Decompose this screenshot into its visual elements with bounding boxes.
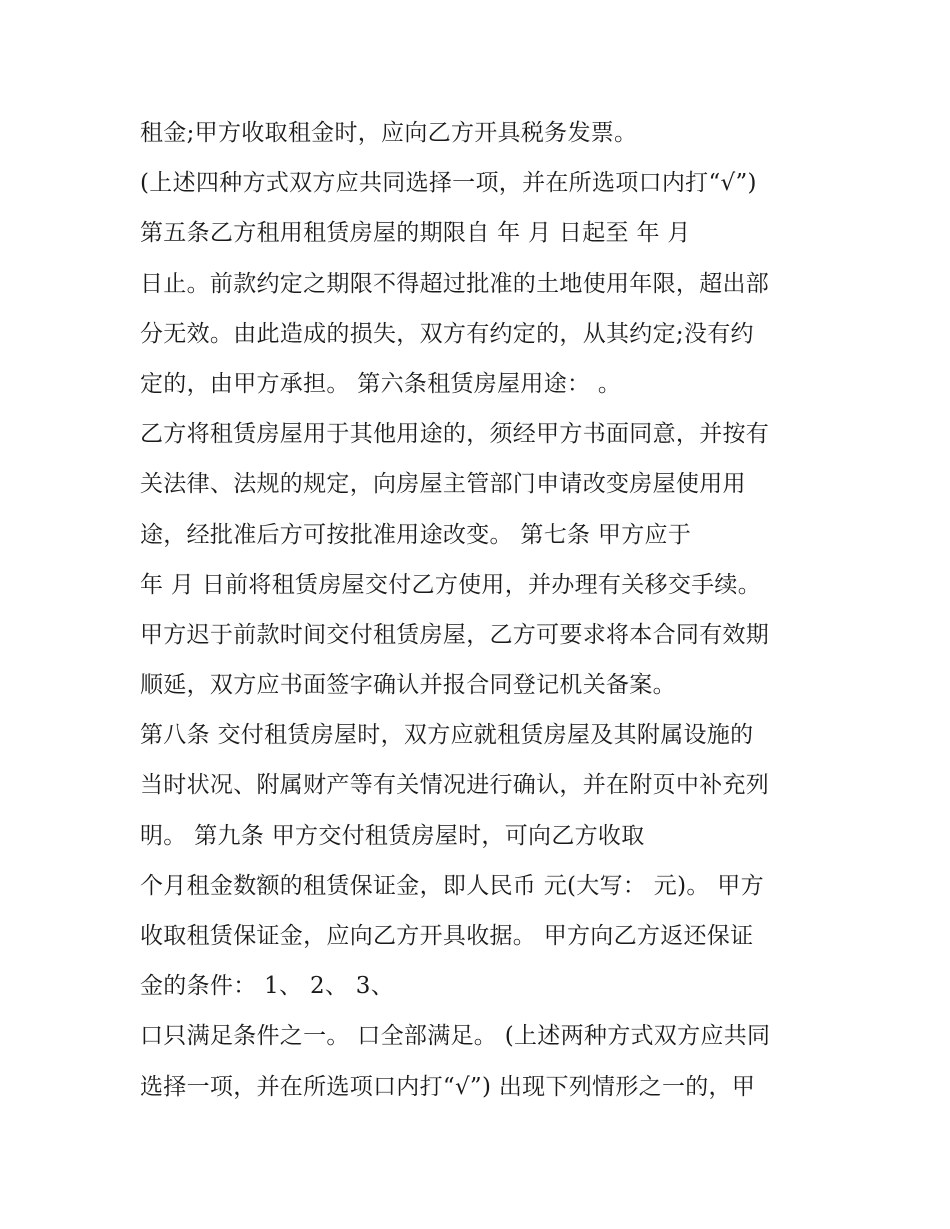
text-line-17: 收取租赁保证金，应向乙方开具收据。 甲方向乙方返还保证 (140, 923, 754, 949)
text-line-9: 途，经批准后方可按批准用途改变。 第七条 甲方应于 (140, 521, 692, 548)
text-line-12: 顺延，双方应书面签字确认并报合同登记机关备案。 (140, 672, 676, 699)
text-line-14: 当时状况、附属财产等有关情况进行确认，并在附页中补充列 (140, 772, 770, 799)
text-line-11: 甲方迟于前款时间交付租赁房屋，乙方可要求将本合同有效期 (140, 621, 770, 648)
text-line-5: 分无效。由此造成的损失，双方有约定的，从其约定;没有约 (140, 320, 754, 347)
text-line-18: 金的条件： 1、 2、 3、 (140, 973, 395, 1000)
text-line-8: 关法律、法规的规定，向房屋主管部门申请改变房屋使用用 (140, 471, 746, 498)
text-line-2: (上述四种方式双方应共同选择一项，并在所选项口内打“√”) (140, 170, 757, 197)
text-line-7: 乙方将租赁房屋用于其他用途的，须经甲方书面同意，并按有 (140, 421, 770, 448)
text-line-16: 个月租金数额的租赁保证金，即人民币 元(大写： 元)。 甲方 (140, 872, 764, 899)
text-line-13: 第八条 交付租赁房屋时，双方应就租赁房屋及其附属设施的 (140, 722, 754, 749)
text-line-4: 日止。前款约定之期限不得超过批准的土地使用年限，超出部 (140, 270, 770, 297)
text-line-3: 第五条乙方租用租赁房屋的期限自 年 月 日起至 年 月 (140, 220, 691, 247)
text-line-20: 选择一项，并在所选项口内打“√”) 出现下列情形之一的，甲 (140, 1073, 756, 1100)
text-line-19: 口只满足条件之一。 口全部满足。 (上述两种方式双方应共同 (140, 1023, 771, 1050)
text-line-1: 租金;甲方收取租金时，应向乙方开具税务发票。 (140, 120, 638, 146)
text-line-10: 年 月 日前将租赁房屋交付乙方使用，并办理有关移交手续。 (140, 571, 762, 598)
contract-text-block (140, 108, 840, 1112)
text-line-6: 定的，由甲方承担。 第六条租赁房屋用途： 。 (140, 370, 622, 397)
text-line-15: 明。 第九条 甲方交付租赁房屋时，可向乙方收取 (140, 822, 645, 849)
